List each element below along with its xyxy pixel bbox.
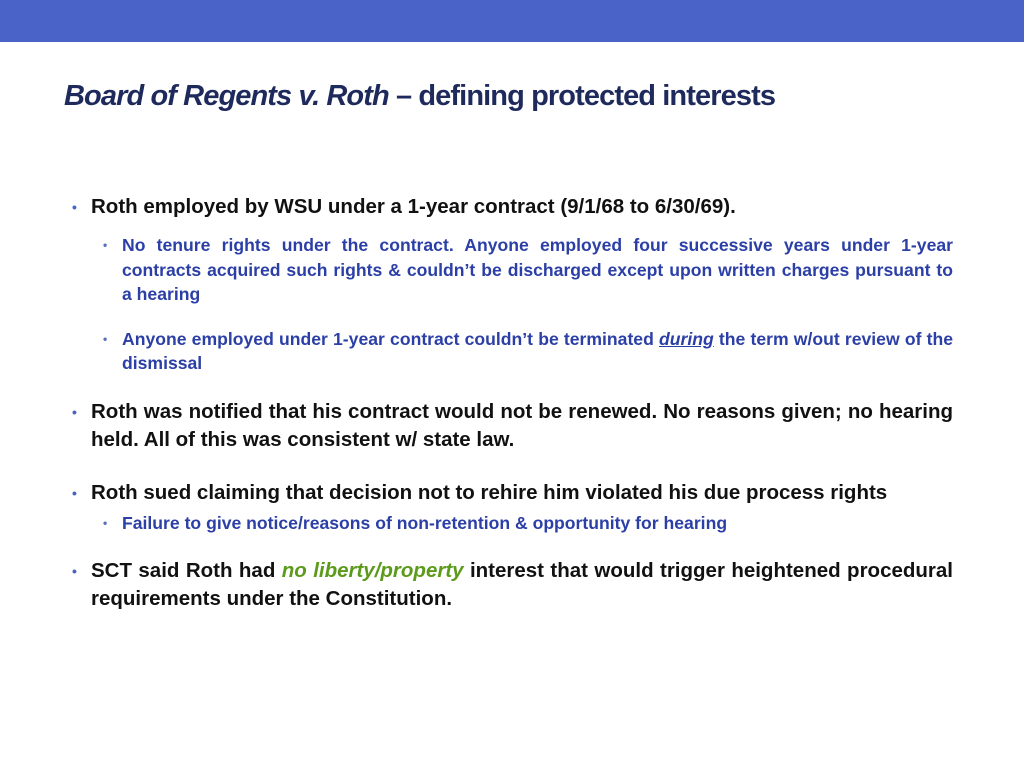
sub-bullet-termination: • Anyone employed under 1-year contract couldn’t be terminated during the term w/out review of the dismissal <box>103 327 953 376</box>
bullet-sct-holding: • SCT said Roth had no liberty/property interest that would trigger heightened procedural requirements under the Constitution. <box>72 557 953 613</box>
bullet-roth-notified: • Roth was notified that his contract would not be renewed. No reasons given; no hearing held. All of this was consistent w/ state law. <box>72 398 953 454</box>
title-case-name: Board of Regents v. Roth <box>64 80 389 112</box>
bullet-roth-employment: • Roth employed by WSU under a 1-year contract (9/1/68 to 6/30/69). <box>72 193 953 221</box>
emphasis-during: during <box>659 328 714 349</box>
sub-bullet-no-tenure: • No tenure rights under the contract. Anyone employed four successive years under 1-year contracts acquired such rights & couldn’t be discharged except upon written charges pursuant to a hearing <box>103 233 953 307</box>
bullet-list <box>72 193 953 613</box>
top-accent-bar <box>0 0 1024 42</box>
sub-bullet-failure-notice: • Failure to give notice/reasons of non-retention & opportunity for hearing <box>103 511 953 536</box>
bullet-roth-sued: • Roth sued claiming that decision not to rehire him violated his due process rights <box>72 479 953 507</box>
emphasis-no-liberty-property: no liberty/property <box>281 559 464 582</box>
title-subtitle: – defining protected interests <box>388 80 776 112</box>
slide-title <box>64 80 984 113</box>
